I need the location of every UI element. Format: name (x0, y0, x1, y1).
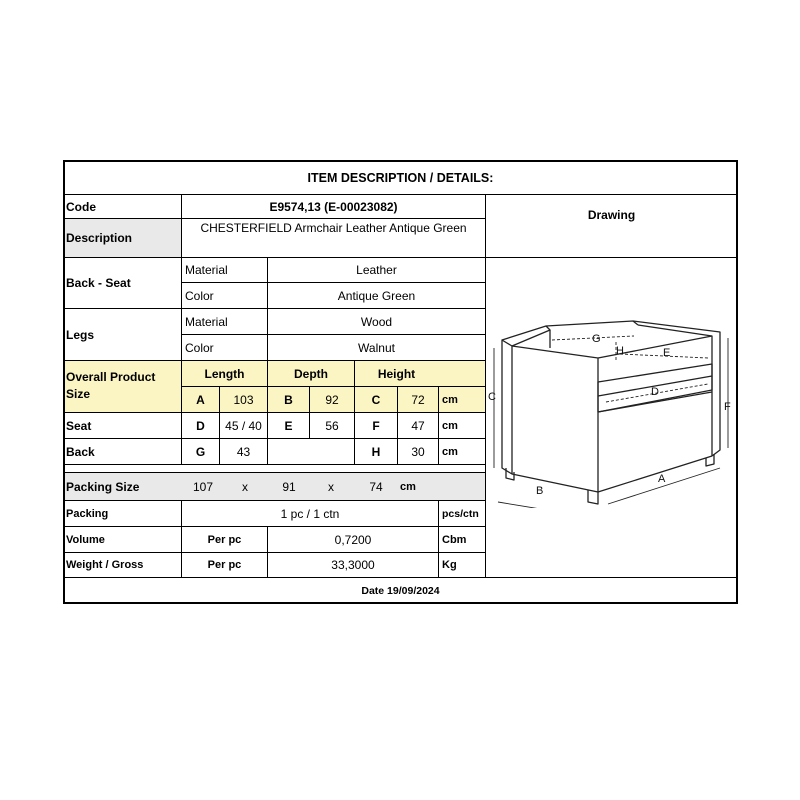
dim-a-value: 103 (233, 392, 254, 407)
dim-c-value: 72 (411, 392, 425, 407)
dim-f-letter: F (372, 418, 380, 433)
dim-b-value: 92 (325, 392, 339, 407)
dim-d-value: 45 / 40 (225, 418, 262, 433)
armchair-back-top (546, 321, 638, 326)
dim-h-letter: H (371, 444, 381, 459)
packing-size-height: 74 (369, 479, 383, 494)
dimension-label-b: B (536, 485, 544, 497)
volume-per: Per pc (207, 533, 242, 546)
rule (485, 194, 486, 578)
dim-e-letter: E (284, 418, 293, 433)
seat-unit: cm (442, 419, 458, 432)
armchair-right-arm-outer (633, 321, 720, 456)
packing-size-x1: x (242, 479, 248, 494)
armchair-right-arm-inner (638, 325, 712, 456)
dim-f-value: 47 (411, 418, 425, 433)
code-label: Code (66, 199, 96, 214)
seat-label: Seat (66, 418, 92, 433)
back-label: Back (66, 444, 95, 459)
dimension-label-g: G (592, 333, 601, 345)
weight-unit: Kg (442, 559, 457, 571)
weight-per: Per pc (207, 559, 242, 571)
dimension-label-c: C (488, 391, 496, 403)
drawing-label: Drawing (587, 208, 636, 222)
dim-e-value: 56 (325, 418, 339, 433)
packing-label: Packing (66, 507, 109, 520)
volume-label: Volume (66, 533, 105, 546)
back-seat-label: Back - Seat (66, 276, 131, 290)
weight-value: 33,3000 (331, 558, 375, 572)
packing-unit: pcs/ctn (442, 507, 479, 520)
legs-color-value: Walnut (358, 340, 395, 355)
overall-unit: cm (442, 393, 458, 406)
depth-header: Depth (294, 366, 328, 381)
back-seat-color-label: Color (185, 288, 214, 303)
overall-label-line2: Size (66, 387, 91, 401)
dimension-label-f: F (724, 401, 731, 413)
dim-a-letter: A (196, 392, 205, 407)
dim-g-value: 43 (236, 444, 251, 459)
back-seat-material-value: Leather (356, 263, 397, 277)
rule (63, 464, 486, 465)
back-seat-color-value: Antique Green (337, 288, 416, 303)
dimension-label-e: E (663, 347, 671, 359)
legs-material-label: Material (185, 314, 228, 329)
packing-size-unit: cm (400, 480, 416, 493)
armchair-left-panel (512, 346, 598, 492)
legs-color-label: Color (185, 340, 214, 355)
volume-unit: Cbm (442, 533, 467, 546)
packing-size-label: Packing Size (66, 479, 140, 494)
dimension-label-d: D (651, 386, 659, 398)
back-unit: cm (442, 445, 458, 458)
volume-value: 0,7200 (334, 532, 372, 547)
legs-label: Legs (66, 327, 95, 342)
armchair-bottom-edge (598, 456, 712, 492)
dimension-label-h: H (616, 345, 624, 357)
packing-value: 1 pc / 1 ctn (280, 506, 340, 521)
description-label: Description (66, 231, 133, 245)
footer-date: Date 19/09/2024 (361, 584, 440, 597)
packing-size-length: 107 (192, 479, 214, 494)
dim-h-value: 30 (411, 444, 425, 459)
dim-c-letter: C (371, 392, 381, 407)
code-value: E9574,13 (E-00023082) (269, 199, 398, 214)
dim-b-letter: B (284, 392, 293, 407)
dim-d-letter: D (196, 418, 205, 433)
armchair-left-arm-front (502, 340, 512, 474)
back-seat-material-label: Material (185, 263, 228, 277)
dimension-label-a: A (658, 473, 666, 485)
packing-size-x2: x (328, 479, 334, 494)
dimension-line-b (498, 502, 583, 508)
armchair-left-arm-top (502, 326, 550, 346)
description-value: CHESTERFIELD Armchair Leather Antique Green (200, 221, 467, 235)
packing-size-width: 91 (282, 479, 296, 494)
overall-label-line1: Overall Product (66, 370, 156, 384)
armchair-drawing (488, 318, 738, 508)
weight-label: Weight / Gross (66, 559, 144, 571)
length-header: Length (204, 366, 245, 381)
height-header: Height (377, 366, 416, 381)
dim-g-letter: G (195, 444, 206, 459)
page-title: ITEM DESCRIPTION / DETAILS: (307, 171, 494, 185)
legs-material-value: Wood (360, 314, 393, 329)
